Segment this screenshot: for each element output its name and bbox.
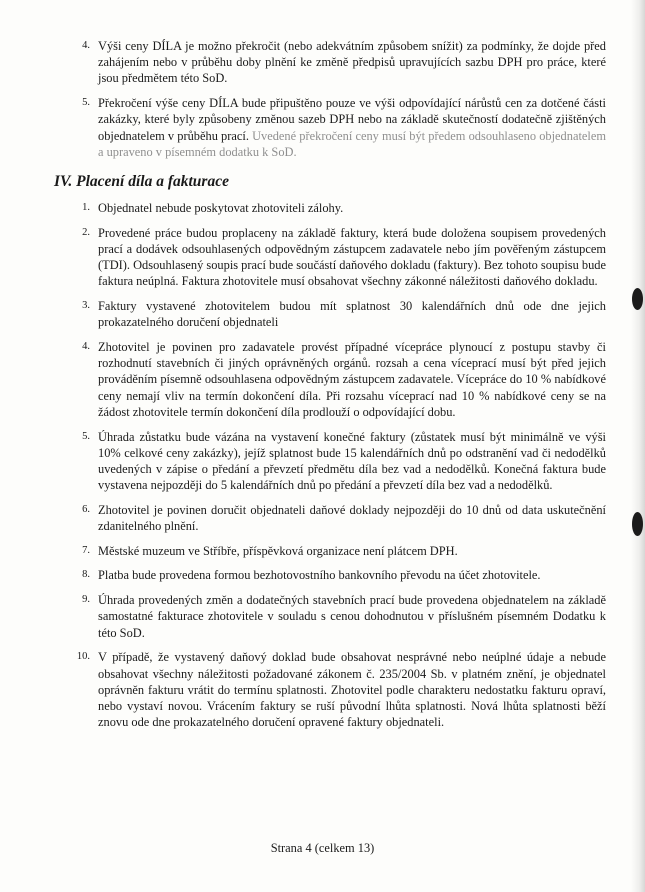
item-number: 6. (82, 503, 90, 515)
item-text: Zhotovitel je povinen doručit objednateli daňové doklady nejpozději do 10 dnů od data uskutečnění zdanitelného plnění. (98, 502, 606, 534)
section-title: IV. Placení díla a fakturace (54, 172, 229, 190)
item-text: Faktury vystavené zhotovitelem budou mít splatnost 30 kalendářních dnů ode dne jejich prokazatelného doručení objednateli (98, 299, 606, 330)
punch-hole-icon (632, 288, 643, 310)
punch-hole-icon (632, 512, 643, 536)
item-number: 10. (76, 651, 90, 663)
item-number: 5. (82, 97, 90, 109)
item-number: 2. (82, 226, 90, 238)
item-number: 7. (82, 544, 90, 556)
payment-list (64, 200, 606, 730)
list-item (64, 543, 606, 559)
item-text: Městské muzeum ve Stříbře, příspěvková organizace není plátcem DPH. (98, 543, 458, 558)
list-item (64, 649, 606, 730)
list-item (64, 592, 606, 641)
item-number: 8. (82, 569, 90, 581)
item-number: 5. (82, 430, 90, 442)
list-item (64, 502, 606, 534)
item-text: Překročení výše ceny DÍLA bude připuštěno pouze ve výši odpovídající nárůstů cen za dotčené části zakázky, které byly způsobeny změnou sazeb DPH nebo na základě skutečností dodatečně zjištěných objednatelem v průběhu prací. (98, 96, 606, 143)
list-item (64, 567, 606, 583)
item-text: Výši ceny DÍLA je možno překročit (nebo adekvátním způsobem snížit) za podmínky, že dojde před zahájením nebo v průběhu doby plnění ke změně předpisů upravujících sazbu DPH pro práce, které jsou předmětem této SoD. (98, 39, 606, 86)
page-content (54, 38, 606, 739)
item-text: Platba bude provedena formou bezhotovostního bankovního převodu na účet zhotovitele. (98, 568, 541, 583)
item-text: Provedené práce budou proplaceny na základě faktury, která bude doložena soupisem provedených prací a dodávek odsouhlasených odpovědným zástupcem zadavatele nebo jím pověřeným zástupcem (TDI). Odsouhlasený soupis prací bude součástí daňového dokladu (faktury). Bez tohoto soupisu bude faktura neúplná. Faktura zhotovitele musí obsahovat všechny zákonné náležitosti daňového dokladu. (98, 225, 606, 289)
item-text: Úhrada provedených změn a dodatečných stavebních prací bude provedena objednatelem na základě samostatné fakturace zhotovitele v souladu s cenou dohodnutou v příslušném písemném Dodatku k této SoD. (98, 593, 606, 640)
list-item (64, 38, 606, 87)
list-item (64, 429, 606, 494)
list-item (64, 339, 606, 420)
item-text: Zhotovitel je povinen pro zadavatele provést případné vícepráce plynoucí z postupu stavby či rozhodnutí stavebních či jiných oprávněných orgánů. rozsah a cena víceprací musí být před jejich prováděním písemně odsouhlasena odpovědným zástupcem zadavatele. Vícepráce do 10 % nabídkové ceny nemají vliv na termín dokončení díla. Při rozsahu víceprací nad 10 % nabídkové ceny se na žádost zhotovitele termín dokončení díla prodlouží o odpovídající dobu. (98, 340, 606, 419)
item-text: Úhrada zůstatku bude vázána na vystavení konečné faktury (zůstatek musí být minimálně ve výši 10% celkové ceny zakázky), jejíž splatnost bude 15 kalendářních dnů po odstranění vad či nedodělků uvedených v zápise o předání a převzetí předmětu díla bez vad a nedodělků. Konečná faktura bude vystavena nejpozději do 5 kalendářních dnů po předání a převzetí díla bez vad a nedodělků. (98, 429, 606, 493)
item-number: 3. (82, 300, 90, 312)
item-number: 4. (82, 40, 90, 51)
list-item (64, 95, 606, 160)
list-item (64, 225, 606, 290)
page-footer: Strana 4 (celkem 13) (270, 841, 375, 855)
scan-shadow-edge (631, 0, 645, 892)
item-number: 4. (82, 341, 90, 353)
list-item (64, 298, 606, 330)
list-item (64, 200, 606, 216)
intro-list (64, 38, 606, 160)
item-number: 1. (82, 202, 90, 214)
item-number: 9. (82, 594, 90, 606)
item-text: Objednatel nebude poskytovat zhotoviteli zálohy. (98, 201, 344, 216)
item-text: V případě, že vystavený daňový doklad bude obsahovat nesprávné nebo neúplné údaje a nebude obsahovat všechny náležitosti požadované zákonem č. 235/2004 Sb. v platném znění, je objednatel oprávněn fakturu vrátit do termínu splatnosti. Zhotovitel podle charakteru nedostatku fakturu opraví, nebo vystaví novou. Vrácením faktury se ruší původní lhůta splatnosti. Nová lhůta splatnosti běží znovu ode dne prokazatelného doručení opravené faktury objednateli. (98, 650, 606, 730)
item-text-faded: Uvedené překročení ceny musí být předem odsouhlaseno objednatelem a upraveno v písemném dodatku k SoD. (98, 128, 606, 159)
